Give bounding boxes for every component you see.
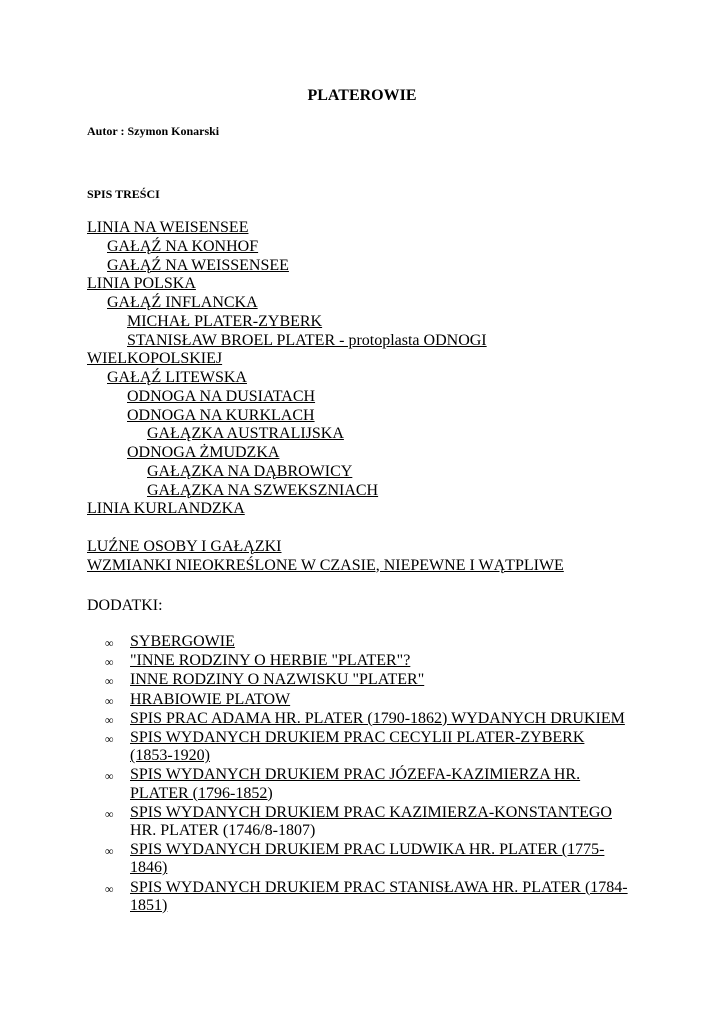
appendix-link[interactable]: SPIS PRAC ADAMA HR. PLATER (1790-1862) WYDANYCH DRUKIEM (130, 709, 625, 727)
page-title: PLATEROWIE (307, 87, 417, 104)
toc-item[interactable] (87, 369, 627, 388)
appendix-link[interactable]: "INNE RODZINY O HERBIE "PLATER"? (130, 652, 411, 670)
toc-link[interactable]: LUŹNE OSOBY I GAŁĄZKI (87, 537, 282, 555)
toc-item[interactable] (87, 238, 627, 257)
toc-item[interactable] (87, 219, 627, 238)
toc-link[interactable]: GAŁĄZKA AUSTRALIJSKA (147, 425, 344, 443)
appendix-link[interactable]: SYBERGOWIE (130, 633, 235, 650)
toc-link[interactable]: GAŁĄŹ NA KONHOF (107, 237, 259, 255)
toc-item[interactable] (87, 332, 627, 351)
infinity-bullet-icon: ∞ (105, 674, 114, 689)
toc-item[interactable] (87, 500, 627, 519)
toc-item[interactable] (87, 275, 627, 294)
appendix-heading: DODATKI: (87, 597, 163, 614)
toc-link[interactable]: GAŁĄŹ NA WEISSENSEE (107, 256, 289, 274)
infinity-bullet-icon: ∞ (105, 806, 114, 821)
toc-link[interactable]: WIELKOPOLSKIEJ (87, 350, 223, 368)
appendix-link[interactable]: SPIS WYDANYCH DRUKIEM PRAC STANISŁAWA HR. PLATER (1784-1851) (130, 878, 628, 914)
appendix-list (105, 633, 630, 916)
list-item[interactable] (105, 671, 630, 689)
toc-link[interactable]: LINIA POLSKA (87, 275, 196, 293)
toc-link[interactable]: LINIA NA WEISENSEE (87, 219, 249, 236)
spacer (87, 519, 627, 538)
toc-item[interactable] (87, 538, 627, 557)
toc-link[interactable]: WZMIANKI NIEOKREŚLONE W CZASIE, NIEPEWNE I WĄTPLIWE (87, 556, 564, 574)
toc-item[interactable] (87, 407, 627, 426)
table-of-contents (87, 219, 627, 575)
toc-item[interactable] (87, 294, 627, 313)
appendix-link[interactable]: SPIS WYDANYCH DRUKIEM PRAC KAZIMIERZA-KONSTANTEGO (130, 803, 612, 821)
list-item[interactable] (105, 804, 630, 840)
toc-item[interactable] (87, 557, 627, 576)
list-item[interactable] (105, 841, 630, 877)
infinity-bullet-icon: ∞ (105, 881, 114, 896)
list-item[interactable] (105, 710, 630, 728)
appendix-link[interactable]: HRABIOWIE PLATOW (130, 690, 291, 708)
toc-item[interactable] (87, 257, 627, 276)
toc-link[interactable]: ODNOGA NA KURKLACH (127, 406, 315, 424)
infinity-bullet-icon: ∞ (105, 636, 114, 650)
infinity-bullet-icon: ∞ (105, 712, 114, 727)
appendix-link[interactable]: INNE RODZINY O NAZWISKU "PLATER" (130, 671, 425, 689)
toc-item[interactable] (87, 463, 627, 482)
toc-item[interactable] (87, 350, 627, 369)
appendix-link[interactable]: SPIS WYDANYCH DRUKIEM PRAC JÓZEFA-KAZIMIERZA HR. PLATER (1796-1852) (130, 766, 581, 802)
toc-item[interactable] (87, 313, 627, 332)
toc-item[interactable] (87, 482, 627, 501)
appendix-link[interactable]: SPIS WYDANYCH DRUKIEM PRAC CECYLII PLATER-ZYBERK (1853-1920) (130, 729, 585, 765)
toc-link[interactable]: ODNOGA ŻMUDZKA (127, 444, 280, 461)
infinity-bullet-icon: ∞ (105, 732, 114, 747)
toc-link[interactable]: GAŁĄŹ LITEWSKA (107, 369, 247, 386)
author-line: Autor : Szymon Konarski (87, 124, 220, 138)
toc-link[interactable]: STANISŁAW BROEL PLATER - protoplasta ODNOGI (127, 331, 487, 349)
infinity-bullet-icon: ∞ (105, 693, 114, 708)
appendix-text: HR. PLATER (1746/8-1807) (130, 822, 316, 840)
toc-link[interactable]: GAŁĄŹ INFLANCKA (107, 294, 258, 311)
toc-heading: SPIS TREŚCI (87, 187, 160, 201)
infinity-bullet-icon: ∞ (105, 655, 114, 670)
toc-link[interactable]: MICHAŁ PLATER-ZYBERK (127, 312, 323, 330)
toc-item[interactable] (87, 444, 627, 463)
toc-link[interactable]: GAŁĄZKA NA SZWEKSZNIACH (147, 481, 379, 499)
toc-item[interactable] (87, 425, 627, 444)
toc-link[interactable]: LINIA KURLANDZKA (87, 500, 245, 518)
toc-link[interactable]: GAŁĄZKA NA DĄBROWICY (147, 462, 353, 480)
toc-link[interactable]: ODNOGA NA DUSIATACH (127, 387, 316, 405)
appendix-link[interactable]: SPIS WYDANYCH DRUKIEM PRAC LUDWIKA HR. PLATER (1775-1846) (130, 841, 605, 877)
list-item[interactable] (105, 652, 630, 670)
list-item[interactable] (105, 729, 630, 765)
toc-item[interactable] (87, 388, 627, 407)
list-item[interactable] (105, 879, 630, 915)
list-item[interactable] (105, 691, 630, 709)
list-item[interactable] (105, 633, 630, 651)
list-item[interactable] (105, 766, 630, 802)
infinity-bullet-icon: ∞ (105, 844, 114, 859)
infinity-bullet-icon: ∞ (105, 769, 114, 784)
